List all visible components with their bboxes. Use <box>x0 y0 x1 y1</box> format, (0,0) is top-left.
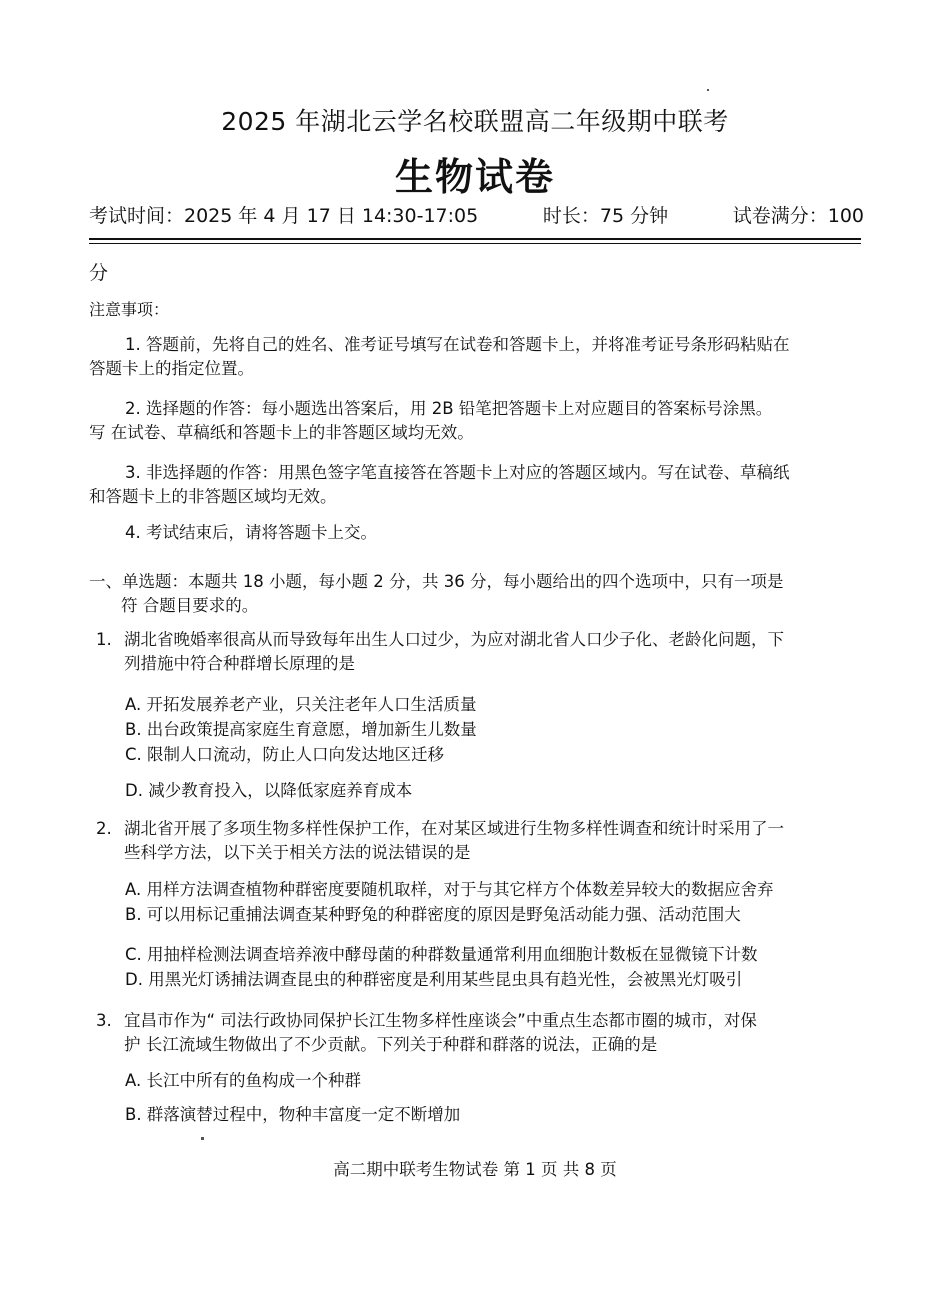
question-1-option-d: D. 减少教育投入，以降低家庭养育成本 <box>125 781 413 800</box>
notice-item-1: 1. 答题前，先将自己的姓名、准考证号填写在试卷和答题卡上，并将准考证号条形码粘贴在 答题卡上的指定位置。 <box>89 335 790 378</box>
scan-speck <box>707 89 709 91</box>
page-footer: 高二期中联考生物试卷 第 1 页 共 8 页 <box>333 1160 617 1179</box>
notice-item-4: 4. 考试结束后，请将答题卡上交。 <box>125 523 377 542</box>
question-1-stem: 1. 湖北省晚婚率很高从而导致每年出生人口过少，为应对湖北省人口少子化、老龄化问题，下 列措施中符合种群增长原理的是 <box>96 630 784 673</box>
question-1-option-a: A. 开拓发展养老产业，只关注老年人口生活质量 <box>125 695 477 714</box>
full-score: 试卷满分：100 <box>732 205 864 227</box>
scan-speck <box>201 1137 204 1140</box>
exam-meta <box>89 201 864 228</box>
question-1-option-c: C. 限制人口流动，防止人口向发达地区迁移 <box>125 745 445 764</box>
question-3-option-a: A. 长江中所有的鱼构成一个种群 <box>125 1071 361 1090</box>
question-3-stem: 3. 宜昌市作为“ 司法行政协同保护长江生物多样性座谈会”中重点生态都市圈的城市，对保 护 长江流域生物做出了不少贡献。下列关于种群和群落的说法，正确的是 <box>96 1011 757 1054</box>
subject-title: 生物试卷 <box>394 155 555 199</box>
question-2-option-a: A. 用样方法调查植物种群密度要随机取样，对于与其它样方个体数差异较大的数据应舍弃 <box>125 880 774 899</box>
question-2-option-c: C. 用抽样检测法调查培养液中酵母菌的种群数量通常利用血细胞计数板在显微镜下计数 <box>125 945 758 964</box>
question-3-option-b: B. 群落演替过程中，物种丰富度一定不断增加 <box>125 1105 461 1124</box>
section-heading: 一、单选题：本题共 18 小题，每小题 2 分，共 36 分，每小题给出的四个选项中，只有一项是 符 合题目要求的。 <box>89 572 784 615</box>
header-rule-thick <box>89 238 861 240</box>
exam-duration: 时长：75 分钟 <box>542 205 669 227</box>
question-2-stem: 2. 湖北省开展了多项生物多样性保护工作，在对某区域进行生物多样性调查和统计时采用了一 些科学方法，以下关于相关方法的说法错误的是 <box>96 819 784 862</box>
header-rule-thin <box>89 243 861 244</box>
notice-title: 注意事项： <box>89 300 170 319</box>
question-2-option-d: D. 用黑光灯诱捕法调查昆虫的种群密度是利用某些昆虫具有趋光性，会被黑光灯吸引 <box>125 970 743 989</box>
question-1-option-b: B. 出台政策提高家庭生育意愿，增加新生儿数量 <box>125 720 477 739</box>
question-2-option-b: B. 可以用标记重捕法调查某种野兔的种群密度的原因是野兔活动能力强、活动范围大 <box>125 905 741 924</box>
exam-time: 考试时间：2025 年 4 月 17 日 14:30-17:05 <box>89 205 479 227</box>
exam-title: 2025 年湖北云学名校联盟高二年级期中联考 <box>221 107 729 136</box>
notice-item-2: 2. 选择题的作答：每小题选出答案后，用 2B 铅笔把答题卡上对应题目的答案标号涂黑。 写 在试卷、草稿纸和答题卡上的非答题区域均无效。 <box>89 399 773 442</box>
notice-item-3: 3. 非选择题的作答：用黑色签字笔直接答在答题卡上对应的答题区域内。写在试卷、草稿纸 和答题卡上的非答题区域均无效。 <box>89 463 790 506</box>
full-score-unit: 分 <box>89 262 109 284</box>
